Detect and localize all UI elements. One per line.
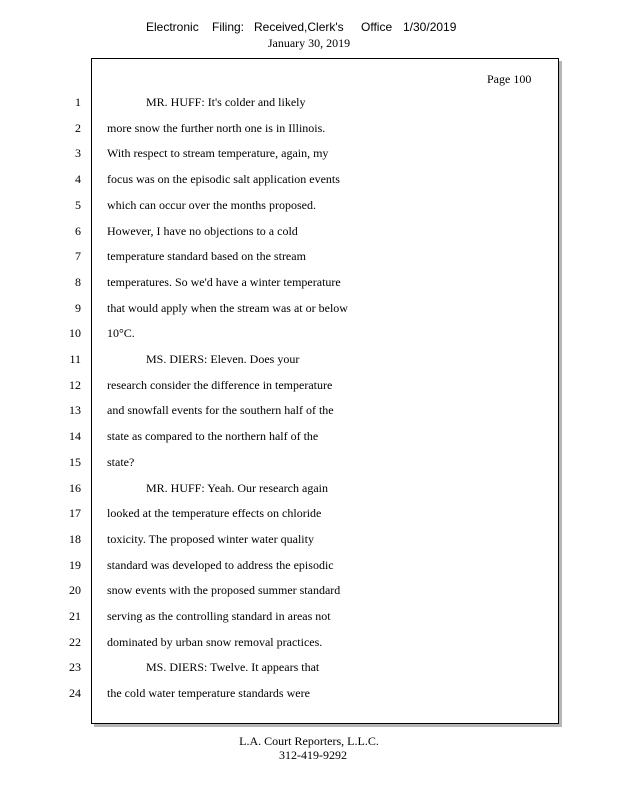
line-text: temperature standard based on the stream — [107, 249, 306, 264]
line-number: 16 — [69, 480, 81, 495]
line-text: that would apply when the stream was at or below — [107, 300, 348, 315]
page-number: Page 100 — [487, 72, 532, 86]
line-number: 21 — [69, 609, 81, 623]
line-number: 19 — [69, 557, 81, 572]
line-text: state as compared to the northern half of the — [107, 429, 319, 444]
line-number: 17 — [69, 506, 81, 521]
filing-stamp — [0, 20, 618, 36]
line-text: MS. DIERS: Twelve. It appears that — [146, 660, 320, 675]
line-number: 14 — [69, 429, 81, 444]
filing-stamp-date: 1/30/2019 — [403, 20, 457, 34]
line-number: 12 — [69, 377, 81, 392]
filing-word-received: Received,Clerk's — [254, 20, 344, 34]
line-number: 22 — [69, 634, 81, 649]
line-text: the cold water temperature standards were — [107, 686, 310, 701]
line-text: state? — [107, 454, 135, 469]
line-number: 9 — [75, 300, 81, 315]
line-number: 5 — [75, 197, 81, 212]
line-text: standard was developed to address the episodic — [107, 557, 334, 572]
filing-word-filing: Filing: — [212, 20, 245, 34]
line-number: 6 — [75, 223, 81, 238]
filing-word-office: Office — [361, 20, 393, 34]
line-text: research consider the difference in temperature — [107, 377, 333, 392]
line-text: dominated by urban snow removal practices. — [107, 634, 323, 649]
line-number: 23 — [69, 660, 81, 675]
line-text: MR. HUFF: It's colder and likely — [146, 95, 306, 109]
line-text: snow events with the proposed summer standard — [107, 583, 341, 598]
line-text: and snowfall events for the southern half of the — [107, 403, 334, 418]
line-number: 2 — [75, 120, 81, 135]
line-text: However, I have no objections to a cold — [107, 223, 298, 238]
line-number: 10 — [69, 326, 81, 341]
line-number: 18 — [69, 531, 81, 546]
line-number: 7 — [75, 249, 81, 264]
line-text: more snow the further north one is in Illinois. — [107, 120, 326, 135]
footer-phone: 312-419-9292 — [279, 748, 347, 762]
line-text: MR. HUFF: Yeah. Our research again — [146, 480, 328, 495]
line-number: 20 — [69, 583, 81, 598]
line-number: 24 — [69, 686, 81, 701]
line-text: With respect to stream temperature, again, my — [107, 146, 329, 161]
line-number: 15 — [69, 454, 81, 469]
line-number: 13 — [69, 403, 81, 418]
line-text: looked at the temperature effects on chloride — [107, 506, 322, 521]
line-number: 8 — [75, 274, 81, 289]
line-text: serving as the controlling standard in areas not — [107, 609, 331, 623]
footer-company: L.A. Court Reporters, L.L.C. — [239, 734, 379, 748]
line-text: which can occur over the months proposed. — [107, 197, 316, 212]
line-text: temperatures. So we'd have a winter temperature — [107, 274, 341, 289]
line-text: focus was on the episodic salt application events — [107, 172, 340, 187]
transcript-date: January 30, 2019 — [267, 36, 351, 50]
filing-word-electronic: Electronic — [146, 20, 199, 34]
line-number: 1 — [75, 95, 81, 109]
line-text: MS. DIERS: Eleven. Does your — [146, 352, 300, 366]
line-number: 11 — [69, 352, 81, 366]
line-text: toxicity. The proposed winter water quality — [107, 531, 314, 546]
line-number: 3 — [75, 146, 81, 161]
line-text: 10°C. — [107, 326, 135, 341]
line-number: 4 — [75, 172, 81, 187]
